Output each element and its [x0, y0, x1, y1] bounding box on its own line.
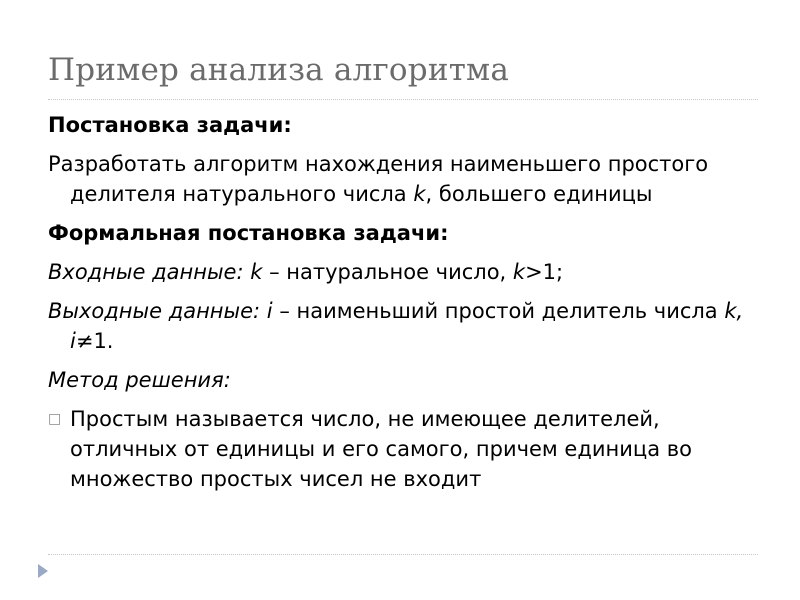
input-data	[48, 257, 748, 287]
slide-title: Пример анализа алгоритма	[48, 52, 510, 88]
slide-content	[48, 110, 748, 494]
output-cond: ≠1.	[75, 329, 114, 353]
input-label: Входные данные:	[48, 260, 251, 284]
output-data	[48, 296, 748, 356]
problem-text-end: , большего единицы	[425, 182, 653, 206]
input-cond: >1;	[525, 260, 564, 284]
output-var: i	[266, 299, 273, 323]
problem-var: k	[413, 182, 426, 206]
input-var: k	[250, 260, 263, 284]
method-label: Метод решения:	[48, 368, 231, 392]
input-text: – натуральное число,	[262, 260, 513, 284]
next-slide-arrow-icon[interactable]	[38, 564, 48, 578]
bullet-text: Простым называется число, не имеющее делителей, отличных от единицы и его самого, причем единица во множество простых чисел не входит	[70, 407, 692, 491]
bullet-item	[48, 404, 748, 494]
footer-divider	[48, 554, 758, 555]
problem-heading: Постановка задачи:	[48, 113, 292, 137]
output-label: Выходные данные:	[48, 299, 267, 323]
input-cond-var: k	[512, 260, 526, 284]
output-text: – наименьший простой делитель числа	[272, 299, 725, 323]
title-divider	[48, 99, 758, 100]
problem-statement	[48, 149, 748, 209]
square-bullet-icon: □	[48, 411, 62, 427]
output-var2: k, i	[70, 299, 744, 353]
formal-heading: Формальная постановка задачи:	[48, 221, 449, 245]
problem-text: Разработать алгоритм нахождения наименьшего простого делителя натурального числа	[48, 152, 709, 206]
